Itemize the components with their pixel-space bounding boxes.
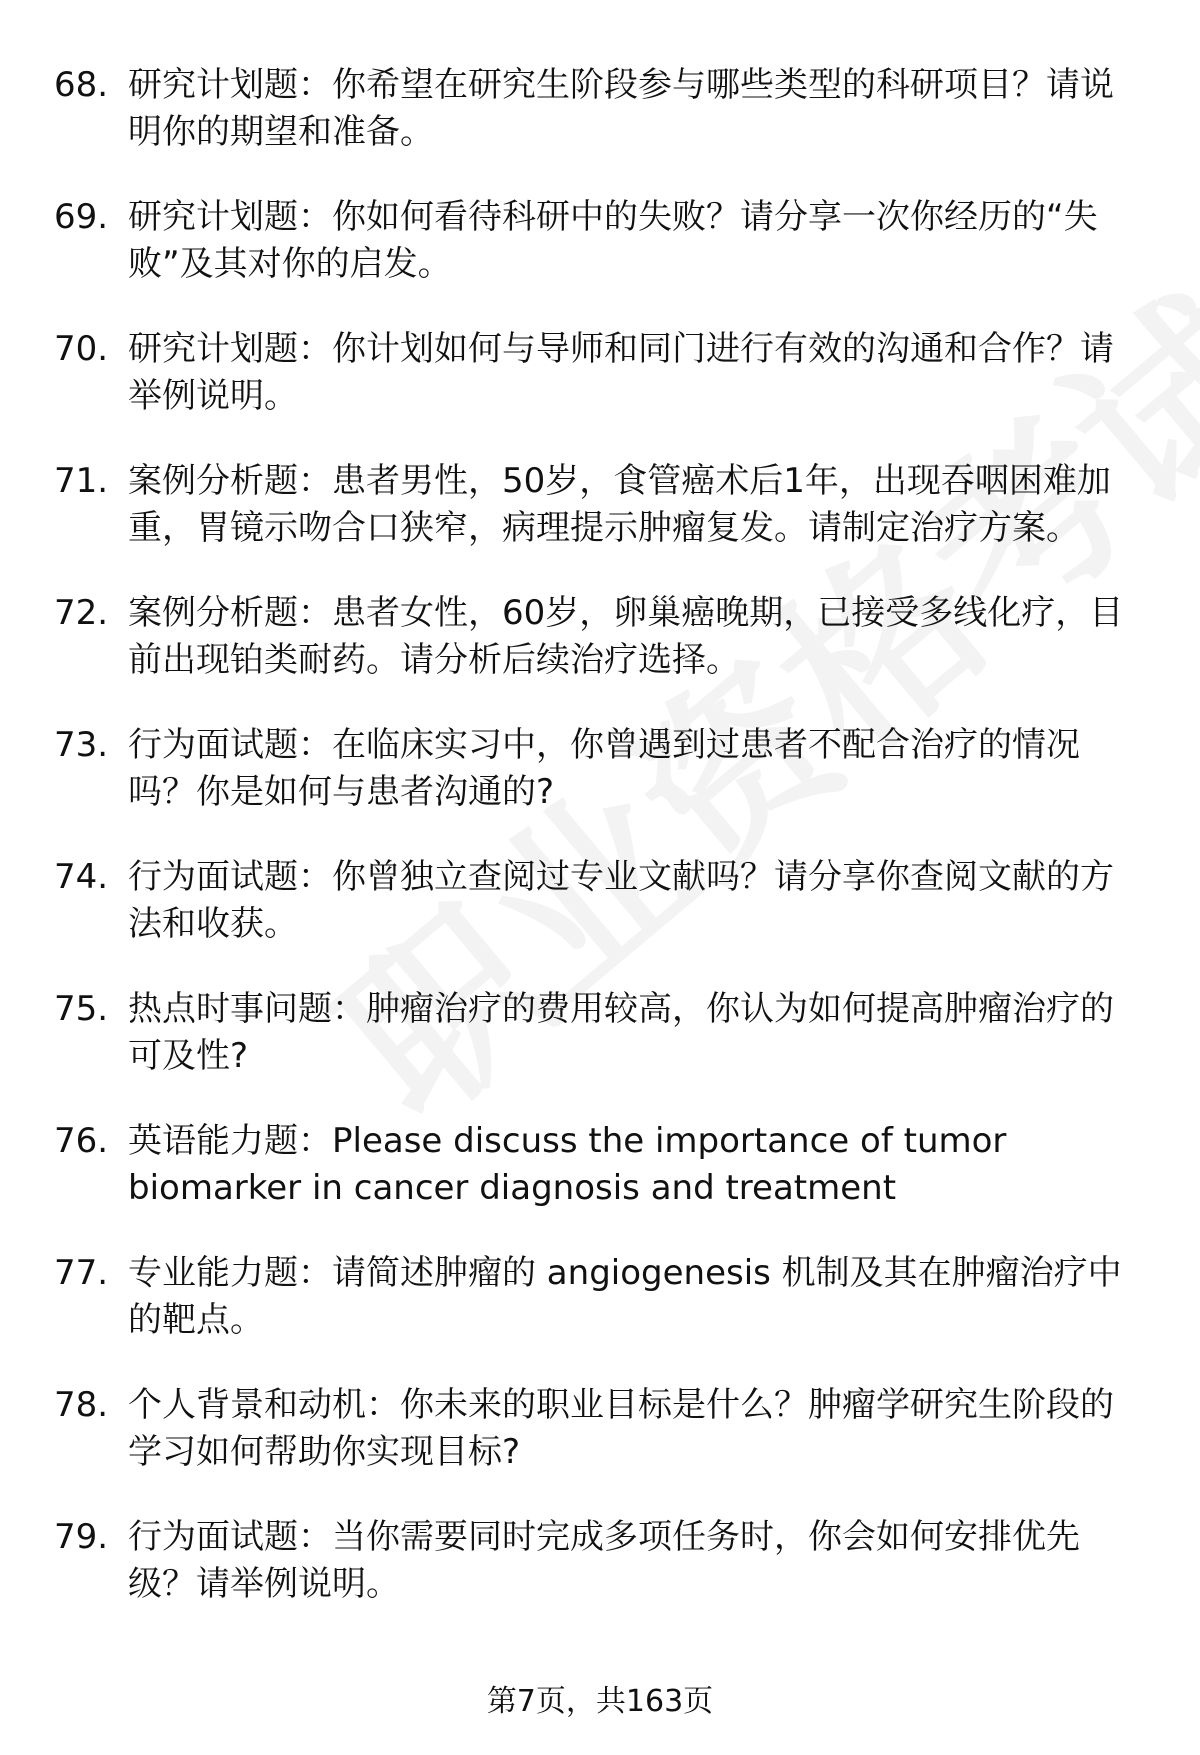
question-text: 热点时事问题：肿瘤治疗的费用较高，你认为如何提高肿瘤治疗的可及性? — [128, 989, 1114, 1076]
question-number: 73. — [54, 725, 109, 765]
question-number: 77. — [54, 1253, 109, 1293]
question-number: 72. — [54, 593, 109, 633]
question-item — [54, 854, 1144, 948]
question-item — [54, 1514, 1144, 1608]
page-footer: 第7页，共163页 — [486, 1684, 714, 1719]
question-list — [54, 62, 1144, 1646]
question-item — [54, 1118, 1144, 1212]
question-item — [54, 590, 1144, 684]
question-number: 74. — [54, 857, 109, 897]
question-text: 行为面试题：在临床实习中，你曾遇到过患者不配合治疗的情况吗？你是如何与患者沟通的? — [128, 725, 1080, 812]
question-number: 71. — [54, 461, 109, 501]
question-number: 70. — [54, 329, 109, 369]
question-item — [54, 62, 1144, 156]
question-text: 案例分析题：患者女性，60岁，卵巢癌晚期，已接受多线化疗，目前出现铂类耐药。请分析后续治疗选择。 — [128, 593, 1124, 680]
question-item — [54, 986, 1144, 1080]
question-number: 76. — [54, 1121, 109, 1161]
question-number: 75. — [54, 989, 109, 1029]
question-number: 78. — [54, 1385, 109, 1425]
question-text: 案例分析题：患者男性，50岁，食管癌术后1年，出现吞咽困难加重，胃镜示吻合口狭窄，病理提示肿瘤复发。请制定治疗方案。 — [128, 461, 1111, 548]
question-text: 研究计划题：你如何看待科研中的失败？请分享一次你经历的“失败”及其对你的启发。 — [128, 197, 1098, 284]
question-text: 研究计划题：你希望在研究生阶段参与哪些类型的科研项目？请说明你的期望和准备。 — [128, 65, 1114, 152]
question-text: 英语能力题：Please discuss the importance of tumor biomarker in cancer diagnosis and treatment — [128, 1121, 1007, 1208]
question-item — [54, 1250, 1144, 1344]
question-text: 研究计划题：你计划如何与导师和同门进行有效的沟通和合作？请举例说明。 — [128, 329, 1114, 416]
question-item — [54, 722, 1144, 816]
question-number: 69. — [54, 197, 109, 237]
question-item — [54, 326, 1144, 420]
question-item — [54, 1382, 1144, 1476]
question-number: 79. — [54, 1517, 109, 1557]
question-text: 行为面试题：当你需要同时完成多项任务时，你会如何安排优先级？请举例说明。 — [128, 1517, 1080, 1604]
question-item — [54, 458, 1144, 552]
question-item — [54, 194, 1144, 288]
question-text: 个人背景和动机：你未来的职业目标是什么？肿瘤学研究生阶段的学习如何帮助你实现目标? — [128, 1385, 1114, 1472]
question-text: 专业能力题：请简述肿瘤的 angiogenesis 机制及其在肿瘤治疗中的靶点。 — [128, 1253, 1122, 1340]
question-number: 68. — [54, 65, 109, 105]
question-text: 行为面试题：你曾独立查阅过专业文献吗？请分享你查阅文献的方法和收获。 — [128, 857, 1114, 944]
